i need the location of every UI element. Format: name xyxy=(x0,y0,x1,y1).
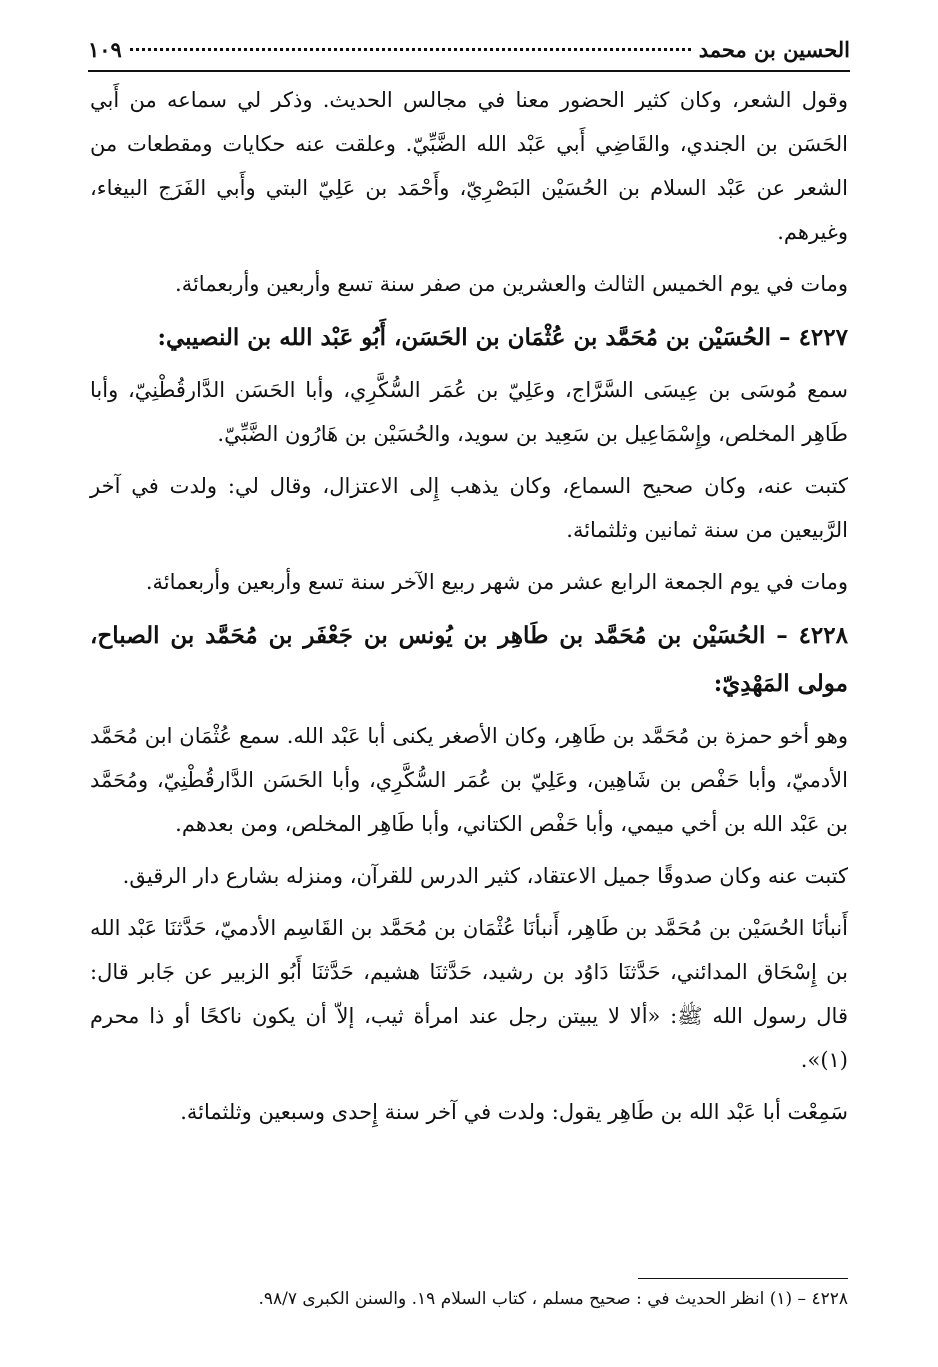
header-dot-leader xyxy=(130,48,691,51)
paragraph: وهو أخو حمزة بن مُحَمَّد بن طَاهِر، وكان الأصغر يكنى أبا عَبْد الله. سمع عُثْمَان ابن مُحَمَّد الأدميّ، وأبا حَفْص بن شَاهِين، وعَلِيّ بن عُمَر السُّكَّرِي، وأبا الحَسَن الدَّارقُطْنِيّ، ومُحَمَّد بن عَبْد الله بن أخي ميمي، وأبا حَفْص الكتاني، وأبا طَاهِر المخلص، ومن بعدهم. xyxy=(90,724,848,836)
running-header xyxy=(88,30,850,72)
paragraph: ومات في يوم الجمعة الرابع عشر من شهر ربيع الآخر سنة تسع وأربعين وأربعمائة. xyxy=(145,570,848,594)
page-number: ١٠٩ xyxy=(88,37,122,62)
footnote-separator xyxy=(638,1278,848,1279)
paragraph: كتبت عنه وكان صدوقًا جميل الاعتقاد، كثير الدرس للقرآن، ومنزله بشارع دار الرقيق. xyxy=(122,864,848,888)
entry-heading-4228: ٤٢٢٨ – الحُسَيْن بن مُحَمَّد بن طَاهِر بن يُونس بن جَعْفَر بن مُحَمَّد بن الصباح، مولى المَهْدِيّ: xyxy=(90,622,848,697)
paragraph: وقول الشعر، وكان كثير الحضور معنا في مجالس الحديث. وذكر لي سماعه من أَبي الحَسَن بن الجندي، والقَاضِي أَبي عَبْد الله الضَّبِّيّ. وعلقت عنه حكايات ومقطعات من الشعر عن عَبْد السلام بن الحُسَيْن البَصْرِيّ، وأَحْمَد بن عَلِيّ البتي وأَبي الفَرَج البيغاء، وغيرهم. xyxy=(90,88,848,244)
paragraph: أَنبأنَا الحُسَيْن بن مُحَمَّد بن طَاهِر، أَنبأنَا عُثْمَان بن مُحَمَّد بن القَاسِم الأدميّ، حَدَّثنَا عَبْد الله بن إِسْحَاق المدائني، حَدَّثنَا دَاوُد بن رشيد، حَدَّثنَا هشيم، حَدَّثنَا أَبُو الزبير عن جَابر قال: قال رسول الله ﷺ: «ألا لا يبيتن رجل عند امرأة ثيب، إلاّ أن يكون ناكحًا أو ذا محرم (١)». xyxy=(90,916,848,1072)
paragraph: ومات في يوم الخميس الثالث والعشرين من صفر سنة تسع وأربعين وأربعمائة. xyxy=(175,272,848,296)
footnote: ٤٢٢٨ – (١) انظر الحديث في : صحيح مسلم ، كتاب السلام ١٩. والسنن الكبرى ٩٨/٧. xyxy=(258,1289,848,1309)
entry-heading-4227: ٤٢٢٧ – الحُسَيْن بن مُحَمَّد بن عُثْمَان بن الحَسَن، أَبُو عَبْد الله بن النصيبي: xyxy=(157,324,848,351)
running-title: الحسين بن محمد xyxy=(698,37,850,62)
paragraph: سَمِعْت أبا عَبْد الله بن طَاهِر يقول: ولدت في آخر سنة إِحدى وسبعين وثلثمائة. xyxy=(180,1100,848,1124)
paragraph: كتبت عنه، وكان صحيح السماع، وكان يذهب إِلى الاعتزال، وقال لي: ولدت في آخر الرَّبيعين من سنة ثمانين وثلثمائة. xyxy=(90,474,848,542)
paragraph: سمع مُوسَى بن عِيسَى السَّرَّاج، وعَلِيّ بن عُمَر السُّكَّرِي، وأبا الحَسَن الدَّارقُطْنِيّ، وأبا طَاهِر المخلص، وإِسْمَاعِيل بن سَعِيد بن سويد، والحُسَيْن بن هَارُون الضَّبِّيّ. xyxy=(90,378,848,446)
